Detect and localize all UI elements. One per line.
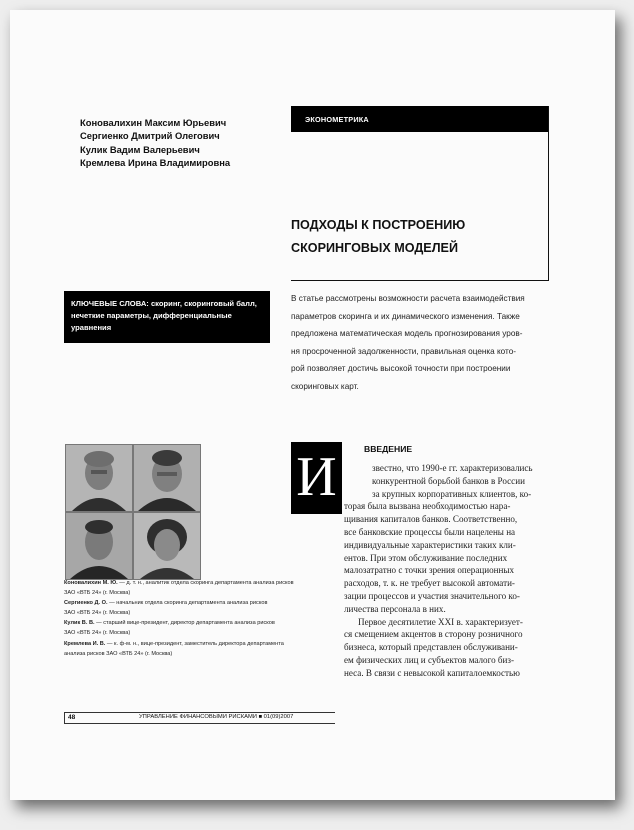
rubric-banner — [291, 106, 549, 132]
author-name: Коновалихин Максим Юрьевич — [80, 117, 227, 128]
body-line: Первое десятилетие XXI в. характеризует- — [358, 616, 523, 627]
title-frame-bottom — [291, 280, 549, 281]
caption-name: Сергиенко Д. О. — [64, 600, 108, 607]
body-line: ентов. При этом обслуживание последних — [344, 552, 508, 563]
caption-text: — д. т. н., аналитик отдела скоринга департамента анализа рисков — [117, 580, 294, 586]
caption-text: — старший вице-президент, директор департамента анализа рисков — [94, 620, 275, 627]
caption-text: — начальник отдела скоринга департамента анализа рисков — [107, 600, 268, 607]
page-number: 48 — [68, 714, 76, 721]
footer-rule — [64, 712, 335, 713]
running-title: УПРАВЛЕНИЕ ФИНАНСОВЫМИ РИСКАМИ ■ 01(09)2007 — [139, 714, 294, 720]
section-heading: ВВЕДЕНИЕ — [364, 444, 413, 454]
author-name: Сергиенко Дмитрий Олегович — [80, 130, 220, 142]
body-line: за крупных корпоративных клиентов, ко- — [372, 488, 532, 499]
caption-text: ЗАО «ВТБ 24» (г. Москва) — [64, 590, 131, 597]
caption-text: ЗАО «ВТБ 24» (г. Москва) — [64, 610, 131, 617]
abstract-line: В статье рассмотрены возможности расчета взаимодействия — [291, 294, 525, 303]
body-line: щивания капиталов банков. Соответственно, — [344, 514, 518, 525]
abstract-line: параметров скоринга и их динамического изменения. Также — [291, 311, 520, 321]
body-line: индивидуальные характеристики таких кли- — [344, 539, 516, 550]
body-line: ся смещением акцентов в сторону розничного — [344, 629, 523, 640]
caption-name: Кремлева И. В. — [64, 640, 106, 647]
footer-rule — [64, 712, 65, 724]
caption-line — [64, 628, 334, 638]
caption-name: Кулик В. В. — [64, 620, 95, 627]
title-frame-right — [548, 106, 549, 281]
body-text — [344, 462, 550, 680]
title-line: СКОРИНГОВЫХ МОДЕЛЕЙ — [291, 241, 458, 255]
caption-line — [64, 598, 334, 608]
body-line: зации процессов и участия значительного ко- — [344, 590, 520, 601]
caption-line — [64, 608, 334, 618]
abstract-line: предложена математическая модель прогнозирования уров- — [291, 329, 523, 338]
author-captions — [64, 578, 334, 659]
caption-line — [64, 588, 334, 598]
author-name: Кремлева Ирина Владимировна — [80, 156, 231, 168]
caption-line — [64, 578, 334, 588]
keywords-box — [64, 291, 270, 343]
author-photo — [65, 512, 133, 580]
caption-name: Коновалихин М. Ю. — [64, 580, 118, 586]
caption-text: — к. ф-м. н., вице-президент, заместитель директора департамента — [105, 640, 284, 647]
caption-text: анализа рисков ЗАО «ВТБ 24» (г. Москва) — [64, 650, 173, 657]
body-line: неса. В связи с невысокой капиталоемкостью — [344, 667, 520, 678]
body-line: бизнеса, который представлен обслуживани- — [344, 642, 518, 653]
keywords-text: КЛЮЧЕВЫЕ СЛОВА: скоринг, скоринговый балл, нечеткие параметры, дифференциальные уравнения — [71, 299, 257, 332]
rubric-label: ЭКОНОМЕТРИКА — [305, 115, 369, 124]
abstract — [291, 290, 553, 395]
drop-cap-letter: И — [296, 446, 337, 508]
author-photo — [133, 512, 201, 580]
abstract-line: ня просроченной задолженности, правильная оценка кото- — [291, 346, 516, 356]
body-line: расходов, т. к. не требует высокой автомати- — [344, 578, 515, 589]
author-photo — [65, 444, 133, 512]
drop-cap — [291, 442, 342, 514]
caption-line — [64, 639, 334, 649]
body-line: конкурентной борьбой банков в России — [372, 475, 525, 486]
body-line: звестно, что 1990-е гг. характеризовались — [372, 463, 533, 473]
body-line: личества персонала в них. — [344, 603, 446, 614]
abstract-line: рой позволяет достичь высокой точности при построении — [291, 364, 511, 373]
author-list — [80, 116, 300, 169]
author-name: Кулик Вадим Валерьевич — [80, 143, 200, 155]
caption-line — [64, 618, 334, 628]
caption-line — [64, 649, 334, 659]
body-line: ем физических лиц и субъектов малого биз- — [344, 654, 515, 665]
author-photo — [133, 444, 201, 512]
caption-text: ЗАО «ВТБ 24» (г. Москва) — [64, 630, 131, 637]
title-line: ПОДХОДЫ К ПОСТРОЕНИЮ — [291, 218, 466, 232]
body-line: малозатратно с точки зрения операционных — [344, 565, 515, 576]
abstract-line: скоринговых карт. — [291, 381, 359, 391]
body-line: торая была вызвана необходимостью нара- — [344, 501, 511, 512]
footer-rule — [64, 723, 335, 724]
body-line: все банковские процессы были нацелены на — [344, 526, 516, 537]
article-title — [291, 214, 546, 260]
